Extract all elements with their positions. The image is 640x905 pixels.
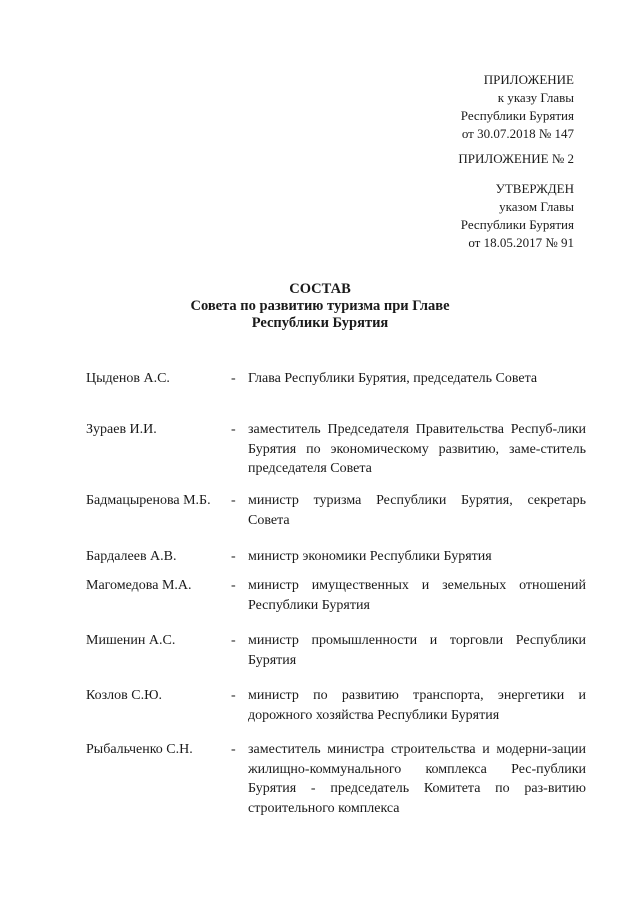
title-line-3: Республики Бурятия (251, 315, 389, 331)
member-name: Цыденов А.С. (86, 371, 170, 386)
member-name: Козлов С.Ю. (86, 688, 162, 703)
approval-title: УТВЕРЖДЕН (495, 181, 574, 196)
approval-header (461, 180, 574, 252)
member-name: Бардалеев А.В. (86, 549, 177, 564)
member-role: Глава Республики Бурятия, председатель Совета (248, 371, 538, 386)
approval-date-number: от 18.05.2017 № 91 (468, 235, 574, 250)
member-role: заместитель Председателя Правительства Респуб-лики Бурятия по экономическому развитию, заме-ститель председателя Совета (248, 422, 586, 476)
document-title (120, 281, 520, 332)
approval-republic: Республики Бурятия (460, 217, 574, 232)
member-dash: - (231, 633, 236, 648)
annex-title: ПРИЛОЖЕНИЕ (483, 72, 574, 87)
member-dash: - (231, 742, 236, 757)
annex-date-number: от 30.07.2018 № 147 (461, 126, 574, 141)
member-role: министр туризма Республики Бурятия, секретарь Совета (248, 493, 586, 528)
member-dash: - (231, 493, 236, 508)
member-role: министр по развитию транспорта, энергетики и дорожного хозяйства Республики Бурятия (248, 688, 586, 723)
annex2-header (458, 150, 574, 168)
annex-republic: Республики Бурятия (460, 108, 574, 123)
annex-decree-ref: к указу Главы (497, 90, 574, 105)
member-dash: - (231, 688, 236, 703)
member-role: министр экономики Республики Бурятия (248, 549, 492, 564)
title-line-2: Совета по развитию туризма при Главе (190, 298, 450, 314)
member-name: Рыбальченко С.Н. (86, 742, 193, 757)
member-name: Бадмацыренова М.Б. (86, 493, 211, 508)
member-dash: - (231, 422, 236, 437)
approval-decree-ref: указом Главы (499, 199, 574, 214)
member-role: министр имущественных и земельных отношений Республики Бурятия (248, 578, 586, 613)
member-dash: - (231, 549, 236, 564)
member-dash: - (231, 371, 236, 386)
member-name: Мишенин А.С. (86, 633, 176, 648)
annex-header (461, 71, 574, 143)
member-name: Магомедова М.А. (86, 578, 192, 593)
member-name: Зураев И.И. (86, 422, 157, 437)
member-role: министр промышленности и торговли Республики Бурятия (248, 633, 586, 668)
title-line-1: СОСТАВ (289, 281, 351, 297)
member-dash: - (231, 578, 236, 593)
member-role: заместитель министра строительства и модерни-зации жилищно-коммунального комплекса Рес-публики Бурятия - председатель Комитета по раз-витию строительного комплекса (248, 742, 586, 816)
annex2-title: ПРИЛОЖЕНИЕ № 2 (458, 151, 574, 166)
